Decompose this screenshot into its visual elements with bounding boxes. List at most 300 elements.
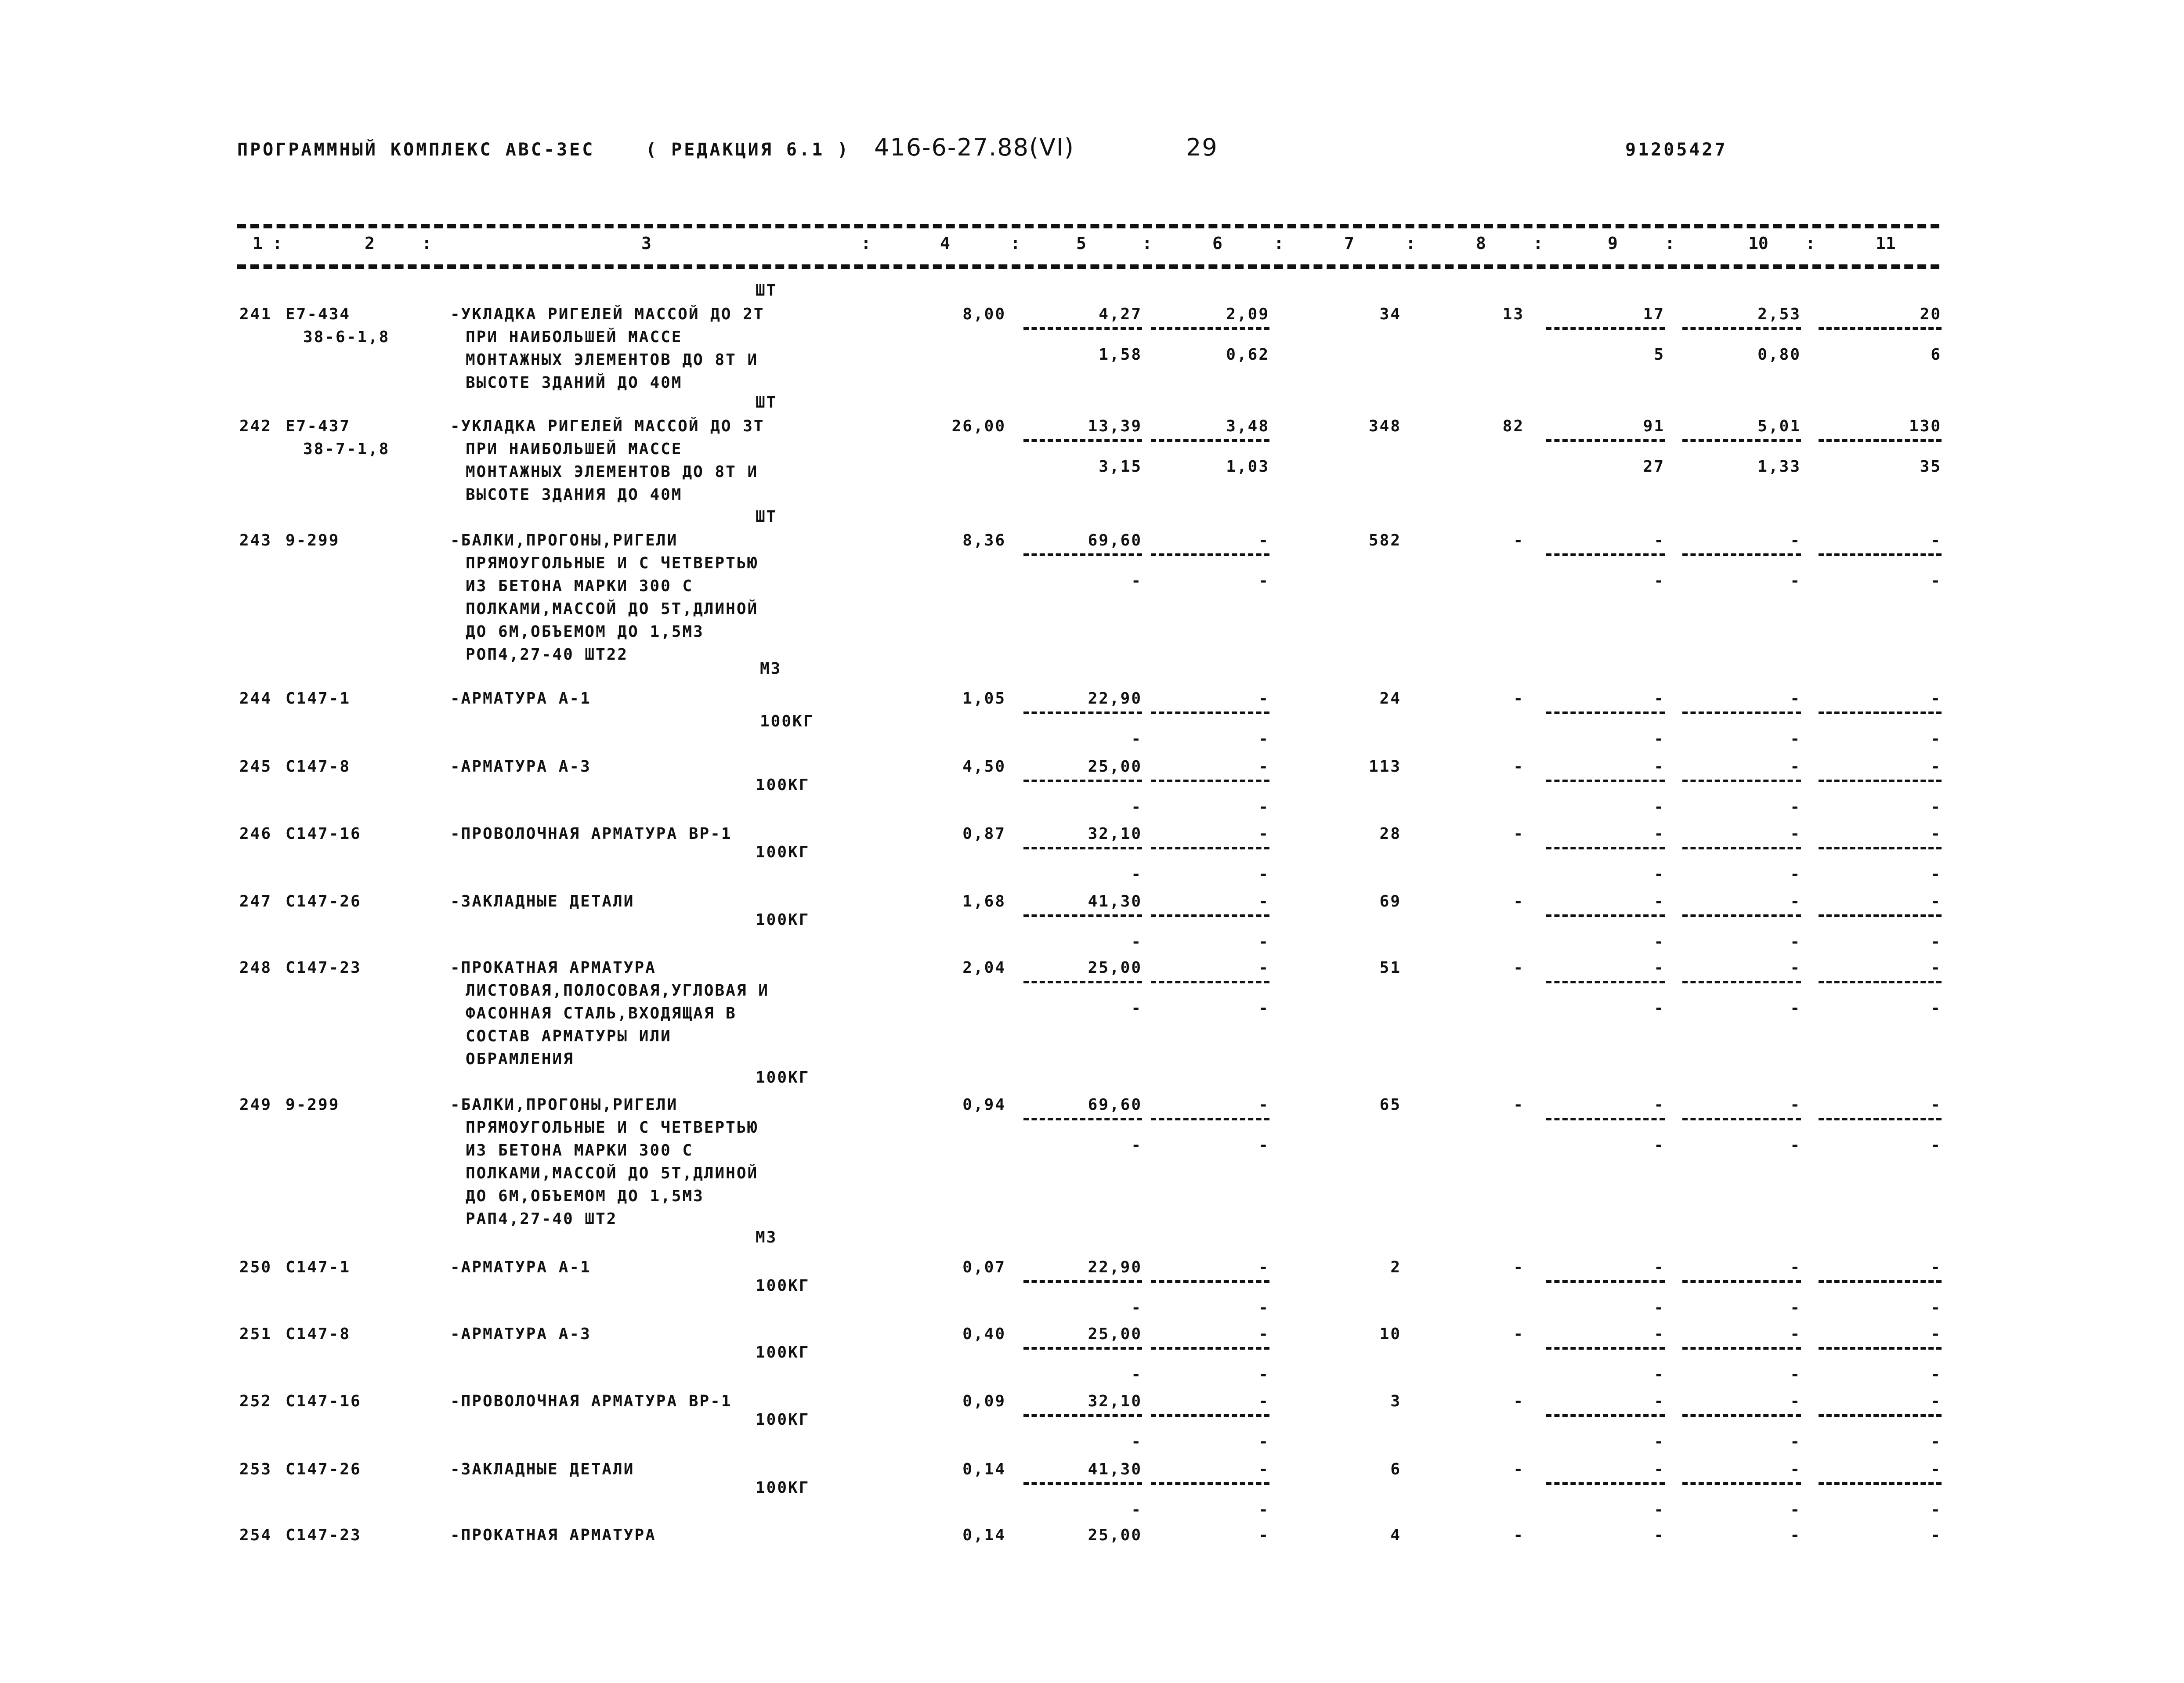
subtotal-dash-line — [1546, 847, 1665, 849]
row-number: 243 — [239, 531, 272, 549]
work-description-line: -УКЛАДКА РИГЕЛЕЙ МАССОЙ ДО 2Т — [450, 305, 765, 323]
labor-norm-machinists: - — [1790, 865, 1801, 883]
wages-in-unit-cost: 3,15 — [1099, 458, 1142, 476]
row-number: 242 — [239, 417, 272, 435]
unit-cost-total: 22,90 — [1088, 690, 1142, 708]
work-description-line: ВЫСОТЕ ЗДАНИЙ ДО 40М — [466, 374, 683, 392]
row-number: 250 — [239, 1258, 272, 1276]
machine-wages: - — [1654, 865, 1665, 883]
wages-cost: - — [1513, 690, 1524, 708]
work-description-line: ПРЯМОУГОЛЬНЫЕ И С ЧЕТВЕРТЬЮ — [466, 1119, 759, 1137]
wages-in-unit-cost: 1,58 — [1099, 346, 1142, 364]
labor-norm-machinists: - — [1790, 1365, 1801, 1383]
wages-in-machines: - — [1258, 1365, 1269, 1383]
unit-cost-machines: - — [1258, 892, 1269, 910]
wages-cost: 13 — [1502, 305, 1524, 323]
unit-cost-total: 4,27 — [1099, 305, 1142, 323]
machine-cost: - — [1654, 690, 1665, 708]
work-description-line: ПРИ НАИБОЛЬШЕЙ МАССЕ — [466, 440, 683, 458]
wages-in-machines: - — [1258, 1433, 1269, 1451]
rate-code: C147-26 — [286, 892, 362, 910]
labor-norm: - — [1790, 825, 1801, 843]
column-header-6: 6 — [1212, 234, 1222, 253]
wages-cost: 82 — [1502, 417, 1524, 435]
labor-norm: - — [1790, 758, 1801, 776]
unit-cost-machines: - — [1258, 825, 1269, 843]
subtotal-dash-line — [1546, 711, 1665, 714]
labor-total-machinists: - — [1931, 933, 1942, 951]
unit-label: М3 — [760, 660, 782, 678]
subtotal-dash-line — [1682, 553, 1801, 556]
unit-cost-total: 41,30 — [1088, 1460, 1142, 1478]
rate-code: C147-16 — [286, 1392, 362, 1410]
quantity: 26,00 — [951, 417, 1006, 435]
wages-cost: - — [1513, 1325, 1524, 1343]
column-header-3: 3 — [641, 234, 651, 253]
row-number: 246 — [239, 825, 272, 843]
machine-wages: - — [1654, 1365, 1665, 1383]
quantity: 0,09 — [962, 1392, 1006, 1410]
wages-in-machines: 0,62 — [1226, 346, 1269, 364]
labor-norm: 5,01 — [1757, 417, 1801, 435]
quantity: 2,04 — [962, 959, 1006, 977]
column-header-10: 10 — [1748, 234, 1768, 253]
subtotal-dash-line — [1023, 914, 1142, 917]
subtotal-dash-line — [1819, 1280, 1942, 1283]
work-description-line: -ПРОВОЛОЧНАЯ АРМАТУРА ВР-1 — [450, 1392, 732, 1410]
wages-in-machines: - — [1258, 1136, 1269, 1154]
rate-code: C147-8 — [286, 758, 351, 776]
column-header-11: 11 — [1876, 234, 1896, 253]
subtotal-dash-line — [1151, 981, 1269, 983]
quantity: 0,94 — [962, 1096, 1006, 1114]
unit-cost-total: 32,10 — [1088, 825, 1142, 843]
unit-cost-machines: - — [1258, 531, 1269, 549]
subtotal-dash-line — [1819, 914, 1942, 917]
labor-total-machinists: - — [1931, 1136, 1942, 1154]
subtotal-dash-line — [1682, 711, 1801, 714]
unit-cost-machines: - — [1258, 959, 1269, 977]
subtotal-dash-line — [1151, 711, 1269, 714]
subtotal-dash-line — [1682, 327, 1801, 330]
machine-cost: - — [1654, 1460, 1665, 1478]
subtotal-dash-line — [1682, 914, 1801, 917]
unit-cost-machines: - — [1258, 1096, 1269, 1114]
work-description-line: РАП4,27-40 ШТ2 — [466, 1210, 618, 1228]
labor-total: - — [1931, 1258, 1942, 1276]
work-description-line: -АРМАТУРА А-1 — [450, 690, 591, 708]
subtotal-dash-line — [1546, 1482, 1665, 1485]
subtotal-dash-line — [1546, 1280, 1665, 1283]
machine-cost: - — [1654, 1526, 1665, 1544]
subtotal-dash-line — [1151, 553, 1269, 556]
unit-cost-machines: - — [1258, 690, 1269, 708]
work-description-line: ВЫСОТЕ ЗДАНИЯ ДО 40М — [466, 486, 683, 504]
document-code: 416-6-27.88(VI) — [874, 134, 1074, 161]
labor-total-machinists: - — [1931, 999, 1942, 1017]
column-separator: : — [1274, 234, 1284, 253]
labor-norm: - — [1790, 531, 1801, 549]
rate-code: C147-8 — [286, 1325, 351, 1343]
labor-total: - — [1931, 1392, 1942, 1410]
subtotal-dash-line — [1023, 1414, 1142, 1417]
unit-cost-total: 25,00 — [1088, 959, 1142, 977]
wages-in-unit-cost: - — [1131, 572, 1142, 590]
unit-cost-machines: - — [1258, 1460, 1269, 1478]
column-header-5: 5 — [1076, 234, 1086, 253]
subtotal-dash-line — [1023, 1118, 1142, 1120]
machine-wages: - — [1654, 1136, 1665, 1154]
labor-total-machinists: - — [1931, 1501, 1942, 1519]
wages-cost: - — [1513, 1392, 1524, 1410]
work-description-line: РОП4,27-40 ШТ22 — [466, 646, 629, 664]
subtotal-dash-line — [1023, 847, 1142, 849]
column-separator: : — [1805, 234, 1815, 253]
labor-total-machinists: 6 — [1931, 346, 1942, 364]
unit-label: ШТ — [756, 508, 777, 526]
subtotal-dash-line — [1682, 1118, 1801, 1120]
wages-cost: - — [1513, 1460, 1524, 1478]
labor-total: - — [1931, 1096, 1942, 1114]
rate-code: C147-23 — [286, 959, 362, 977]
unit-label: М3 — [756, 1228, 777, 1246]
wages-in-unit-cost: - — [1131, 730, 1142, 748]
wages-in-unit-cost: - — [1131, 865, 1142, 883]
labor-total-machinists: - — [1931, 1365, 1942, 1383]
column-header-2: 2 — [365, 234, 375, 253]
subtotal-dash-line — [1023, 1280, 1142, 1283]
machine-wages: - — [1654, 730, 1665, 748]
column-separator: : — [861, 234, 871, 253]
subtotal-dash-line — [1023, 553, 1142, 556]
unit-cost-machines: 2,09 — [1226, 305, 1269, 323]
subtotal-dash-line — [1023, 439, 1142, 442]
labor-total: - — [1931, 825, 1942, 843]
labor-total-machinists: - — [1931, 865, 1942, 883]
unit-label: 100КГ — [756, 1277, 810, 1295]
rate-code-secondary: 38-7-1,8 — [303, 440, 390, 458]
machine-cost: - — [1654, 959, 1665, 977]
wages-in-machines: 1,03 — [1226, 458, 1269, 476]
unit-cost-total: 32,10 — [1088, 1392, 1142, 1410]
wages-cost: - — [1513, 758, 1524, 776]
labor-total-machinists: 35 — [1920, 458, 1942, 476]
subtotal-dash-line — [1819, 711, 1942, 714]
work-description-line: ПРЯМОУГОЛЬНЫЕ И С ЧЕТВЕРТЬЮ — [466, 554, 759, 572]
row-number: 253 — [239, 1460, 272, 1478]
total-cost: 51 — [1379, 959, 1401, 977]
labor-total: - — [1931, 959, 1942, 977]
labor-norm-machinists: - — [1790, 1501, 1801, 1519]
machine-wages: - — [1654, 933, 1665, 951]
unit-cost-total: 25,00 — [1088, 1526, 1142, 1544]
subtotal-dash-line — [1682, 1347, 1801, 1350]
subtotal-dash-line — [1023, 981, 1142, 983]
machine-cost: - — [1654, 1258, 1665, 1276]
row-number: 254 — [239, 1526, 272, 1544]
machine-cost: - — [1654, 892, 1665, 910]
wages-in-machines: - — [1258, 999, 1269, 1017]
quantity: 0,40 — [962, 1325, 1006, 1343]
subtotal-dash-line — [1819, 1347, 1942, 1350]
unit-cost-machines: 3,48 — [1226, 417, 1269, 435]
subtotal-dash-line — [1151, 780, 1269, 782]
labor-norm-machinists: - — [1790, 999, 1801, 1017]
machine-cost: - — [1654, 758, 1665, 776]
column-header-1: 1 — [253, 234, 263, 253]
wages-in-unit-cost: - — [1131, 1365, 1142, 1383]
machine-wages: - — [1654, 572, 1665, 590]
labor-norm: - — [1790, 1258, 1801, 1276]
subtotal-dash-line — [1819, 1414, 1942, 1417]
total-cost: 348 — [1368, 417, 1401, 435]
subtotal-dash-line — [1023, 1482, 1142, 1485]
wages-cost: - — [1513, 1258, 1524, 1276]
labor-norm: 2,53 — [1757, 305, 1801, 323]
subtotal-dash-line — [1819, 981, 1942, 983]
table-header-rule — [237, 264, 1939, 269]
subtotal-dash-line — [1151, 327, 1269, 330]
subtotal-dash-line — [1682, 780, 1801, 782]
machine-wages: 5 — [1654, 346, 1665, 364]
subtotal-dash-line — [1151, 914, 1269, 917]
subtotal-dash-line — [1819, 780, 1942, 782]
wages-in-machines: - — [1258, 572, 1269, 590]
unit-cost-total: 69,60 — [1088, 1096, 1142, 1114]
rate-code: C147-1 — [286, 1258, 351, 1276]
work-description-line: ПОЛКАМИ,МАССОЙ ДО 5Т,ДЛИНОЙ — [466, 1164, 759, 1182]
wages-in-unit-cost: - — [1131, 1501, 1142, 1519]
labor-norm: - — [1790, 1526, 1801, 1544]
subtotal-dash-line — [1546, 553, 1665, 556]
machine-cost: 17 — [1643, 305, 1665, 323]
labor-total: - — [1931, 1526, 1942, 1544]
work-description-line: ПРИ НАИБОЛЬШЕЙ МАССЕ — [466, 328, 683, 346]
rate-code: E7-437 — [286, 417, 351, 435]
row-number: 251 — [239, 1325, 272, 1343]
subtotal-dash-line — [1151, 439, 1269, 442]
subtotal-dash-line — [1546, 1414, 1665, 1417]
unit-label: 100КГ — [756, 1069, 810, 1087]
quantity: 1,68 — [962, 892, 1006, 910]
machine-cost: - — [1654, 1096, 1665, 1114]
unit-cost-machines: - — [1258, 1325, 1269, 1343]
total-cost: 4 — [1390, 1526, 1401, 1544]
rate-code: C147-26 — [286, 1460, 362, 1478]
labor-total: - — [1931, 892, 1942, 910]
row-number: 252 — [239, 1392, 272, 1410]
subtotal-dash-line — [1023, 780, 1142, 782]
work-description-line: ОБРАМЛЕНИЯ — [466, 1050, 574, 1068]
column-separator: : — [1406, 234, 1416, 253]
total-cost: 34 — [1379, 305, 1401, 323]
row-number: 249 — [239, 1096, 272, 1114]
wages-in-unit-cost: - — [1131, 1299, 1142, 1317]
subtotal-dash-line — [1682, 1280, 1801, 1283]
subtotal-dash-line — [1151, 1482, 1269, 1485]
machine-cost: 91 — [1643, 417, 1665, 435]
subtotal-dash-line — [1682, 1414, 1801, 1417]
row-number: 247 — [239, 892, 272, 910]
wages-in-machines: - — [1258, 1299, 1269, 1317]
labor-norm-machinists: - — [1790, 730, 1801, 748]
column-separator: : — [1665, 234, 1675, 253]
labor-norm: - — [1790, 1392, 1801, 1410]
unit-label: ШТ — [756, 282, 777, 300]
work-description-line: -ПРОКАТНАЯ АРМАТУРА — [450, 959, 656, 977]
labor-norm: - — [1790, 959, 1801, 977]
column-separator: : — [272, 234, 282, 253]
machine-wages: 27 — [1643, 458, 1665, 476]
machine-wages: - — [1654, 798, 1665, 816]
edition-label: ( РЕДАКЦИЯ 6.1 ) — [646, 140, 850, 160]
labor-norm-machinists: 1,33 — [1757, 458, 1801, 476]
subtotal-dash-line — [1819, 553, 1942, 556]
rate-code: E7-434 — [286, 305, 351, 323]
wages-in-unit-cost: - — [1131, 999, 1142, 1017]
subtotal-dash-line — [1819, 1118, 1942, 1120]
column-separator: : — [422, 234, 432, 253]
subtotal-dash-line — [1546, 780, 1665, 782]
wages-in-unit-cost: - — [1131, 798, 1142, 816]
labor-total: 130 — [1909, 417, 1942, 435]
labor-total: - — [1931, 1460, 1942, 1478]
table-top-rule — [237, 224, 1939, 228]
machine-cost: - — [1654, 825, 1665, 843]
rate-code: C147-16 — [286, 825, 362, 843]
unit-cost-machines: - — [1258, 1392, 1269, 1410]
labor-norm-machinists: - — [1790, 1433, 1801, 1451]
unit-label: 100КГ — [756, 911, 810, 929]
subtotal-dash-line — [1546, 1347, 1665, 1350]
program-title: ПРОГРАММНЫЙ КОМПЛЕКС АВС-3ЕС — [237, 140, 595, 160]
total-cost: 69 — [1379, 892, 1401, 910]
machine-wages: - — [1654, 999, 1665, 1017]
quantity: 0,07 — [962, 1258, 1006, 1276]
total-cost: 24 — [1379, 690, 1401, 708]
subtotal-dash-line — [1546, 327, 1665, 330]
quantity: 0,14 — [962, 1526, 1006, 1544]
labor-norm: - — [1790, 1460, 1801, 1478]
subtotal-dash-line — [1151, 1414, 1269, 1417]
unit-cost-machines: - — [1258, 758, 1269, 776]
wages-in-unit-cost: - — [1131, 1136, 1142, 1154]
subtotal-dash-line — [1819, 1482, 1942, 1485]
labor-total: - — [1931, 690, 1942, 708]
subtotal-dash-line — [1682, 981, 1801, 983]
labor-norm-machinists: - — [1790, 1299, 1801, 1317]
labor-norm: - — [1790, 1325, 1801, 1343]
subtotal-dash-line — [1682, 847, 1801, 849]
wages-cost: - — [1513, 1526, 1524, 1544]
wages-cost: - — [1513, 1096, 1524, 1114]
subtotal-dash-line — [1819, 439, 1942, 442]
work-description-line: -УКЛАДКА РИГЕЛЕЙ МАССОЙ ДО 3Т — [450, 417, 765, 435]
subtotal-dash-line — [1151, 1118, 1269, 1120]
unit-cost-total: 22,90 — [1088, 1258, 1142, 1276]
machine-wages: - — [1654, 1501, 1665, 1519]
labor-total-machinists: - — [1931, 1433, 1942, 1451]
labor-total-machinists: - — [1931, 572, 1942, 590]
subtotal-dash-line — [1546, 439, 1665, 442]
column-header-8: 8 — [1476, 234, 1486, 253]
rate-code: 9-299 — [286, 1096, 340, 1114]
unit-label: 100КГ — [760, 712, 814, 730]
work-description-line: -ПРОКАТНАЯ АРМАТУРА — [450, 1526, 656, 1544]
wages-in-unit-cost: - — [1131, 933, 1142, 951]
rate-code: 9-299 — [286, 531, 340, 549]
machine-cost: - — [1654, 531, 1665, 549]
wages-cost: - — [1513, 892, 1524, 910]
work-description-line: ФАСОННАЯ СТАЛЬ,ВХОДЯЩАЯ В — [466, 1004, 737, 1022]
unit-cost-total: 41,30 — [1088, 892, 1142, 910]
subtotal-dash-line — [1023, 327, 1142, 330]
labor-total: - — [1931, 531, 1942, 549]
labor-total: - — [1931, 1325, 1942, 1343]
machine-cost: - — [1654, 1325, 1665, 1343]
wages-in-machines: - — [1258, 730, 1269, 748]
labor-norm: - — [1790, 892, 1801, 910]
wages-in-machines: - — [1258, 933, 1269, 951]
total-cost: 2 — [1390, 1258, 1401, 1276]
unit-label: 100КГ — [756, 1479, 810, 1497]
quantity: 8,00 — [962, 305, 1006, 323]
total-cost: 113 — [1368, 758, 1401, 776]
rate-code: C147-23 — [286, 1526, 362, 1544]
work-description-line: -АРМАТУРА А-1 — [450, 1258, 591, 1276]
unit-cost-total: 69,60 — [1088, 531, 1142, 549]
subtotal-dash-line — [1546, 981, 1665, 983]
subtotal-dash-line — [1151, 1280, 1269, 1283]
quantity: 0,14 — [962, 1460, 1006, 1478]
wages-cost: - — [1513, 959, 1524, 977]
subtotal-dash-line — [1819, 847, 1942, 849]
subtotal-dash-line — [1023, 1347, 1142, 1350]
unit-cost-total: 25,00 — [1088, 758, 1142, 776]
labor-total: 20 — [1920, 305, 1942, 323]
machine-wages: - — [1654, 1433, 1665, 1451]
total-cost: 3 — [1390, 1392, 1401, 1410]
row-number: 248 — [239, 959, 272, 977]
subtotal-dash-line — [1023, 711, 1142, 714]
column-header-4: 4 — [940, 234, 950, 253]
labor-norm-machinists: 0,80 — [1757, 346, 1801, 364]
quantity: 1,05 — [962, 690, 1006, 708]
work-description-line: -БАЛКИ,ПРОГОНЫ,РИГЕЛИ — [450, 531, 678, 549]
labor-norm: - — [1790, 1096, 1801, 1114]
labor-norm-machinists: - — [1790, 798, 1801, 816]
work-description-line: -АРМАТУРА А-3 — [450, 1325, 591, 1343]
rate-code: C147-1 — [286, 690, 351, 708]
subtotal-dash-line — [1546, 914, 1665, 917]
subtotal-dash-line — [1682, 439, 1801, 442]
row-number: 245 — [239, 758, 272, 776]
labor-norm-machinists: - — [1790, 572, 1801, 590]
work-description-line: МОНТАЖНЫХ ЭЛЕМЕНТОВ ДО 8Т И — [466, 351, 759, 369]
work-description-line: -ЗАКЛАДНЫЕ ДЕТАЛИ — [450, 892, 635, 910]
subtotal-dash-line — [1151, 847, 1269, 849]
subtotal-dash-line — [1682, 1482, 1801, 1485]
column-separator: : — [1142, 234, 1152, 253]
work-description-line: МОНТАЖНЫХ ЭЛЕМЕНТОВ ДО 8Т И — [466, 463, 759, 481]
total-cost: 6 — [1390, 1460, 1401, 1478]
total-cost: 65 — [1379, 1096, 1401, 1114]
machine-wages: - — [1654, 1299, 1665, 1317]
work-description-line: -БАЛКИ,ПРОГОНЫ,РИГЕЛИ — [450, 1096, 678, 1114]
column-separator: : — [1533, 234, 1543, 253]
work-description-line: ДО 6М,ОБЪЕМОМ ДО 1,5М3 — [466, 1187, 704, 1205]
column-header-9: 9 — [1608, 234, 1618, 253]
